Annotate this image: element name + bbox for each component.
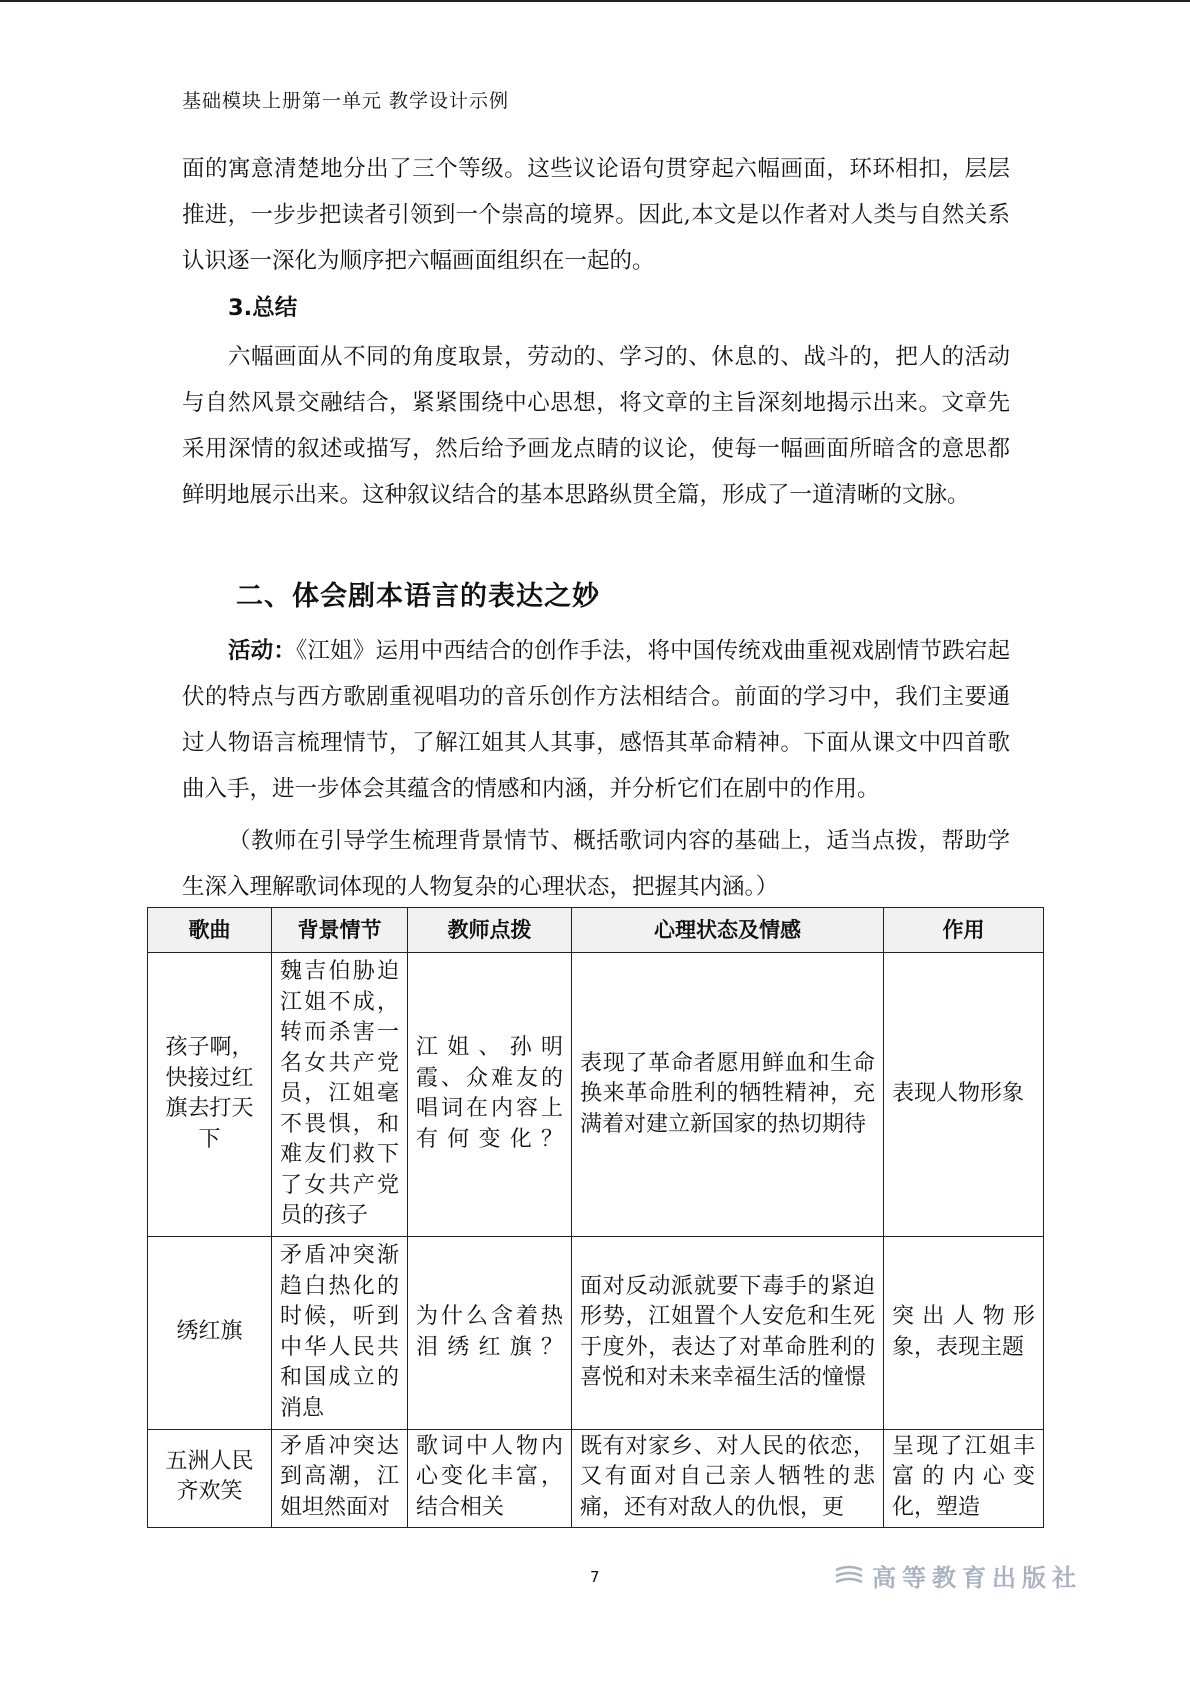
cell-function: 表现人物形象 [884, 953, 1044, 1237]
header-background: 背景情节 [272, 908, 408, 953]
section-heading-2: 二、体会剧本语言的表达之妙 [236, 581, 600, 612]
cell-function: 呈现了江姐丰富的内心变化，塑造 [884, 1429, 1044, 1528]
publisher-name: 高等教育出版社 [872, 1563, 1082, 1592]
cell-hint: 江姐、孙明霞、众难友的唱词在内容上有何变化？ [408, 953, 572, 1237]
table-header-row [148, 908, 1044, 953]
cell-background: 矛盾冲突渐趋白热化的时候，听到中华人民共和国成立的消息 [272, 1236, 408, 1429]
table-row [148, 1236, 1044, 1429]
cell-function: 突出人物形象，表现主题 [884, 1236, 1044, 1429]
header-hint: 教师点拨 [408, 908, 572, 953]
cell-emotion: 既有对家乡、对人民的依恋，又有面对自己亲人牺牲的悲痛，还有对敌人的仇恨，更 [572, 1429, 884, 1528]
header-function: 作用 [884, 908, 1044, 953]
hep-logo-icon [834, 1564, 864, 1588]
top-rule [0, 0, 1190, 2]
activity-text: 《江姐》运用中西结合的创作手法，将中国传统戏曲重视戏剧情节跌宕起伏的特点与西方歌剧重视唱功的音乐创作方法相结合。前面的学习中，我们主要通过人物语言梳理情节，了解江姐其人其事，感悟其革命精神。下面从课文中四首歌曲入手，进一步体会其蕴含的情感和内涵，并分析它们在剧中的作用。 [182, 638, 1010, 802]
paragraph-2: 六幅画面从不同的角度取景，劳动的、学习的、休息的、战斗的，把人的活动与自然风景交融结合，紧紧围绕中心思想，将文章的主旨深刻地揭示出来。文章先采用深情的叙述或描写，然后给予画龙点睛的议论，使每一幅画面所暗含的意思都鲜明地展示出来。这种叙议结合的基本思路纵贯全篇，形成了一道清晰的文脉。 [182, 344, 1010, 508]
publisher-logo [834, 1558, 1082, 1593]
teacher-note: （教师在引导学生梳理背景情节、概括歌词内容的基础上，适当点拨，帮助学生深入理解歌词体现的人物复杂的心理状态，把握其内涵。） [182, 828, 1010, 900]
table-row [148, 953, 1044, 1237]
cell-hint: 为什么含着热泪绣红旗？ [408, 1236, 572, 1429]
header-song: 歌曲 [148, 908, 272, 953]
cell-song: 绣红旗 [148, 1236, 272, 1429]
running-head: 基础模块上册第一单元 教学设计示例 [182, 90, 510, 112]
cell-background: 矛盾冲突达到高潮，江姐坦然面对 [272, 1429, 408, 1528]
cell-emotion: 表现了革命者愿用鲜血和生命换来革命胜利的牺牲精神，充满着对建立新国家的热切期待 [572, 953, 884, 1237]
page-number: 7 [590, 1568, 600, 1586]
cell-emotion: 面对反动派就要下毒手的紧迫形势，江姐置个人安危和生死于度外，表达了对革命胜利的喜悦和对未来幸福生活的憧憬 [572, 1236, 884, 1429]
activity-label: 活动： [228, 638, 297, 664]
section-heading-summary: 3.总结 [228, 295, 298, 321]
header-emotion: 心理状态及情感 [572, 908, 884, 953]
cell-song: 五洲人民齐欢笑 [148, 1429, 272, 1528]
table-row [148, 1429, 1044, 1528]
cell-hint: 歌词中人物内心变化丰富，结合相关 [408, 1429, 572, 1528]
cell-background: 魏吉伯胁迫江姐不成，转而杀害一名女共产党员，江姐毫不畏惧，和难友们救下了女共产党员的孩子 [272, 953, 408, 1237]
cell-song: 孩子啊，快接过红旗去打天下 [148, 953, 272, 1237]
songs-table [147, 907, 1044, 1528]
activity-paragraph [182, 628, 1010, 812]
paragraph-1: 面的寓意清楚地分出了三个等级。这些议论语句贯穿起六幅画面，环环相扣，层层推进，一步步把读者引领到一个崇高的境界。因此,本文是以作者对人类与自然关系认识逐一深化为顺序把六幅画面组织在一起的。 [182, 156, 1010, 274]
